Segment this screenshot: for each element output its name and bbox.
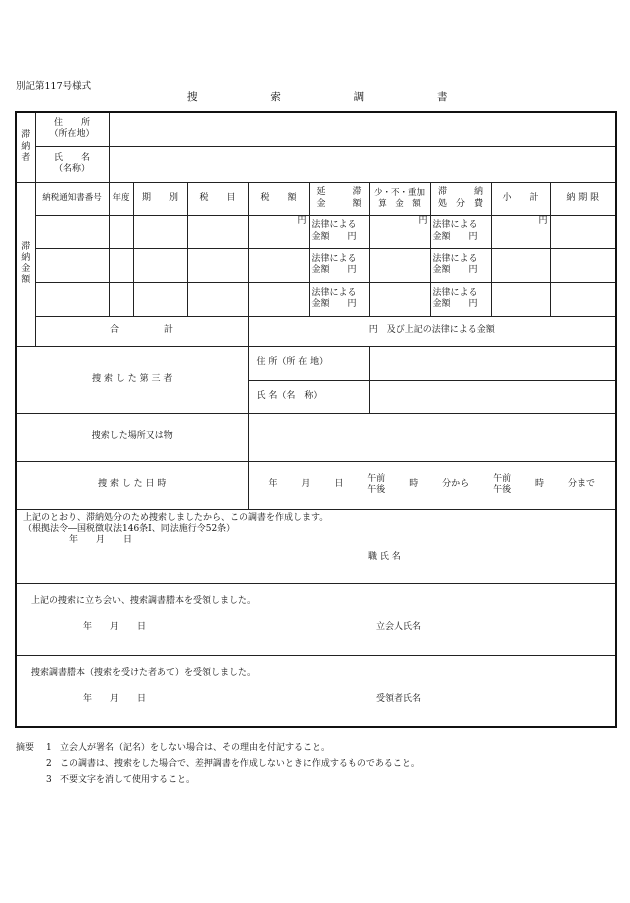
yen-unit: 円 bbox=[297, 215, 307, 226]
fiscal-year-field[interactable] bbox=[109, 215, 133, 248]
statement-line: 上記のとおり、滞納処分のため捜索しましたから、この調書を作成します。 bbox=[23, 512, 329, 523]
period-field[interactable] bbox=[133, 282, 187, 316]
day-unit: 日 bbox=[334, 479, 344, 490]
by-law-text: 金額 円 bbox=[311, 265, 357, 275]
searched-place-field[interactable] bbox=[248, 413, 616, 461]
note-number: 2 bbox=[46, 758, 52, 769]
third-party-address-label: 住 所（所 在 地） bbox=[248, 346, 369, 380]
address-label-cell bbox=[35, 112, 109, 146]
header-line: 延 滞 bbox=[316, 187, 362, 198]
pm-label: 午後 bbox=[367, 485, 386, 495]
statement-line: （根拠法令―国税徴収法146条Ⅰ、同法施行令52条） bbox=[23, 523, 236, 534]
recipient-signer-label: 受領者氏名 bbox=[376, 693, 422, 704]
delinquency-field[interactable] bbox=[309, 215, 369, 248]
by-law-text: 金額 円 bbox=[432, 265, 478, 275]
yen-unit: 円 bbox=[538, 215, 548, 226]
label-char: 滞 bbox=[21, 130, 31, 141]
header-period: 期 別 bbox=[133, 182, 187, 215]
year-unit: 年 bbox=[268, 479, 278, 490]
search-datetime-label: 捜 索 し た 日 時 bbox=[16, 461, 248, 509]
note-text: 不要文字を消して使用すること。 bbox=[60, 774, 196, 785]
minute-to: 分まで bbox=[567, 479, 595, 490]
tax-amount-field[interactable] bbox=[248, 215, 309, 248]
header-tax-item: 税 目 bbox=[187, 182, 248, 215]
disposition-fee-field[interactable] bbox=[430, 282, 491, 316]
header-tax-amount: 税 額 bbox=[248, 182, 309, 215]
label-char: 納 bbox=[21, 252, 31, 263]
statement-line: 捜索調書謄本（捜索を受けた者あて）を受領しました。 bbox=[31, 667, 257, 678]
notes bbox=[16, 741, 420, 788]
header-line: 少・不・重加 bbox=[373, 187, 425, 198]
fiscal-year-field[interactable] bbox=[109, 282, 133, 316]
due-date-field[interactable] bbox=[550, 282, 616, 316]
note-text: この調書は、捜索をした場合で、差押調書を作成しないときに作成するものであること。 bbox=[60, 758, 420, 769]
am-pm-end bbox=[493, 474, 511, 497]
header-line: 金 額 bbox=[316, 198, 362, 209]
note-text: 立会人が署名（記名）をしない場合は、その理由を付記すること。 bbox=[60, 743, 331, 753]
statement-line: 上記の捜索に立ち会い、捜索調書謄本を受領しました。 bbox=[31, 595, 257, 606]
by-law-text: 金額 円 bbox=[311, 231, 357, 242]
title-char: 書 bbox=[436, 91, 448, 103]
signature-row bbox=[31, 694, 601, 705]
notice-no-field[interactable] bbox=[35, 248, 109, 282]
header-fiscal-year: 年度 bbox=[109, 182, 133, 215]
statement-date: 年 月 日 bbox=[83, 693, 147, 704]
subtotal-field[interactable] bbox=[491, 282, 550, 316]
by-law-text: 法律による bbox=[311, 220, 357, 231]
tax-amount-field[interactable] bbox=[248, 248, 309, 282]
notice-no-field[interactable] bbox=[35, 282, 109, 316]
tax-amount-field[interactable] bbox=[248, 282, 309, 316]
third-party-label: 捜 索 し た 第 三 者 bbox=[16, 346, 248, 413]
total-value-text: 円 及び上記の法律による金額 bbox=[368, 325, 495, 336]
am-label: 午前 bbox=[367, 473, 386, 484]
subtotal-field[interactable] bbox=[491, 215, 550, 248]
label-char: 者 bbox=[21, 152, 31, 163]
name-label-cell bbox=[35, 146, 109, 182]
tax-item-field[interactable] bbox=[187, 282, 248, 316]
by-law-text: 金額 円 bbox=[311, 299, 357, 309]
note-item bbox=[16, 773, 420, 789]
due-date-field[interactable] bbox=[550, 248, 616, 282]
due-date-field[interactable] bbox=[550, 215, 616, 248]
am-label: 午前 bbox=[493, 473, 512, 484]
signature-row bbox=[31, 622, 601, 633]
month-unit: 月 bbox=[301, 479, 311, 490]
statement-official bbox=[16, 509, 616, 583]
taxpayer-side-label bbox=[16, 112, 35, 182]
by-law-text: 法律による bbox=[311, 287, 357, 298]
minute-from: 分から bbox=[442, 479, 470, 490]
tax-item-field[interactable] bbox=[187, 248, 248, 282]
label-char: 金 bbox=[21, 264, 31, 274]
label-char: 納 bbox=[21, 141, 31, 152]
header-line: 算 金 額 bbox=[378, 198, 421, 209]
title-char: 索 bbox=[270, 91, 281, 103]
header-disposition-fee bbox=[430, 182, 491, 215]
title-char: 捜 bbox=[187, 91, 198, 103]
form-label: 別記第117号様式 bbox=[16, 81, 92, 92]
total-label: 合 計 bbox=[35, 316, 248, 346]
third-party-name-field[interactable] bbox=[369, 380, 616, 413]
pm-label: 午後 bbox=[493, 485, 512, 495]
delinquency-field[interactable] bbox=[309, 248, 369, 282]
penalty-field[interactable] bbox=[369, 215, 430, 248]
note-number: 1 bbox=[46, 743, 52, 753]
arrears-side-label bbox=[16, 182, 35, 346]
by-law-text: 金額 円 bbox=[432, 231, 478, 242]
title-char: 調 bbox=[353, 91, 365, 103]
label-char: 額 bbox=[21, 275, 31, 286]
third-party-name-label: 氏 名（名 称） bbox=[248, 380, 369, 413]
search-datetime-field[interactable] bbox=[248, 461, 616, 509]
notice-no-field[interactable] bbox=[35, 215, 109, 248]
total-value-field[interactable] bbox=[248, 316, 616, 346]
hour-unit: 時 bbox=[409, 479, 419, 490]
taxpayer-address-field[interactable] bbox=[109, 112, 616, 146]
fiscal-year-field[interactable] bbox=[109, 248, 133, 282]
penalty-field[interactable] bbox=[369, 282, 430, 316]
disposition-fee-field[interactable] bbox=[430, 215, 491, 248]
page-title bbox=[187, 89, 447, 104]
statement-date: 年 月 日 bbox=[69, 535, 133, 545]
by-law-text: 金額 円 bbox=[432, 299, 478, 309]
statement-date: 年 月 日 bbox=[83, 621, 147, 632]
name-label: 氏 名 bbox=[53, 152, 90, 163]
official-signer-label: 職 氏 名 bbox=[368, 552, 401, 563]
period-field[interactable] bbox=[133, 215, 187, 248]
am-pm-start bbox=[367, 474, 385, 497]
datetime-row bbox=[251, 474, 614, 497]
by-law-text: 法律による bbox=[432, 287, 478, 298]
by-law-text: 法律による bbox=[432, 253, 478, 264]
searched-place-label: 捜索した場所又は物 bbox=[16, 413, 248, 461]
name-sublabel: （名称） bbox=[53, 164, 90, 174]
header-delinquency bbox=[309, 182, 369, 215]
yen-unit: 円 bbox=[418, 215, 428, 226]
by-law-text: 法律による bbox=[311, 253, 357, 264]
by-law-text: 法律による bbox=[432, 220, 478, 231]
penalty-field[interactable] bbox=[369, 248, 430, 282]
header-notice-no: 納税通知書番号 bbox=[35, 182, 109, 215]
notes-label: 摘要 bbox=[16, 743, 35, 753]
note-item bbox=[16, 741, 420, 757]
third-party-address-field[interactable] bbox=[369, 346, 616, 380]
hour-unit: 時 bbox=[535, 479, 545, 490]
tax-item-field[interactable] bbox=[187, 215, 248, 248]
search-record-table bbox=[15, 111, 617, 728]
note-item bbox=[16, 757, 420, 773]
address-sublabel: （所在地） bbox=[49, 129, 95, 140]
note-number: 3 bbox=[46, 774, 52, 785]
header-line: 処 分 費 bbox=[437, 198, 483, 209]
subtotal-field[interactable] bbox=[491, 248, 550, 282]
witness-signer-label: 立会人氏名 bbox=[376, 621, 422, 632]
address-label: 住 所 bbox=[53, 118, 90, 128]
header-line: 滞 納 bbox=[437, 187, 483, 198]
header-due-date: 納 期 限 bbox=[550, 182, 616, 215]
disposition-fee-field[interactable] bbox=[430, 248, 491, 282]
taxpayer-name-field[interactable] bbox=[109, 146, 616, 182]
label-char: 滞 bbox=[21, 241, 31, 252]
header-subtotal: 小 計 bbox=[491, 182, 550, 215]
statement-witness bbox=[16, 583, 616, 655]
delinquency-field[interactable] bbox=[309, 282, 369, 316]
header-penalty bbox=[369, 182, 430, 215]
statement-recipient bbox=[16, 655, 616, 727]
period-field[interactable] bbox=[133, 248, 187, 282]
